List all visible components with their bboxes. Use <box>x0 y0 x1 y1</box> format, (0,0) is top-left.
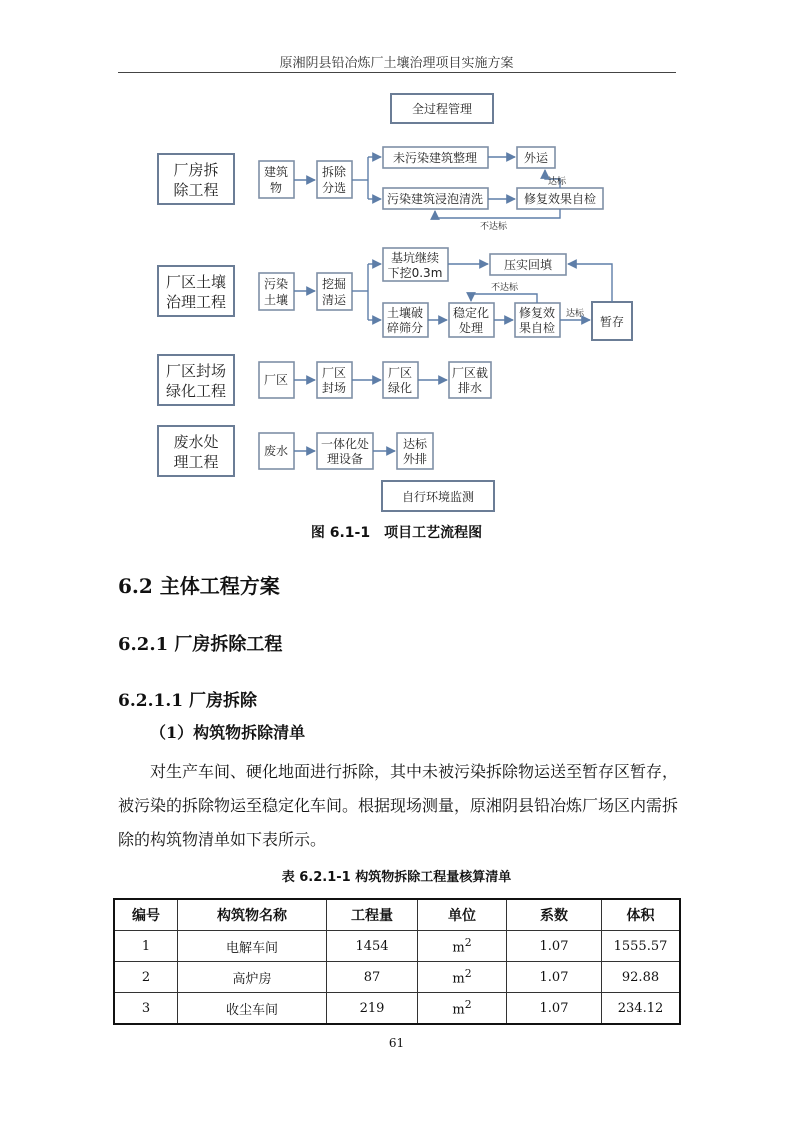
svg-text:修复效: 修复效 <box>518 306 556 320</box>
header-no: 编号 <box>114 899 178 931</box>
cell-name: 高炉房 <box>178 962 327 993</box>
node-crush-screen <box>383 303 428 337</box>
svg-text:达标: 达标 <box>402 437 428 451</box>
svg-text:拆除: 拆除 <box>321 165 347 179</box>
process-flowchart <box>0 0 793 515</box>
svg-text:排水: 排水 <box>457 381 483 395</box>
node-drainage <box>449 362 491 398</box>
svg-text:碎筛分: 碎筛分 <box>386 321 424 335</box>
node-contaminated-wash <box>383 188 488 209</box>
svg-text:厂区封场: 厂区封场 <box>165 362 227 380</box>
header-unit: 单位 <box>418 899 507 931</box>
header-volume: 体积 <box>602 899 681 931</box>
svg-text:全过程管理: 全过程管理 <box>411 102 473 116</box>
node-excavate-haul <box>317 273 352 310</box>
node-temporary-storage <box>592 302 632 340</box>
svg-text:修复效果自检: 修复效果自检 <box>523 192 597 206</box>
subsubsection-heading: 6.2.1.1 厂房拆除 <box>118 691 257 711</box>
page-number: 61 <box>388 1036 405 1050</box>
table-row <box>114 962 680 993</box>
cell-volume: 1555.57 <box>602 931 681 962</box>
node-plant-area <box>259 362 294 398</box>
page-header: 原湘阴县铅冶炼厂土壤治理项目实施方案 <box>279 56 514 71</box>
node-stabilization <box>449 303 494 337</box>
node-effect-selfcheck <box>515 303 560 337</box>
svg-text:除工程: 除工程 <box>173 181 219 199</box>
cell-quantity: 1454 <box>327 931 418 962</box>
list-heading: （1）构筑物拆除清单 <box>150 723 306 742</box>
svg-text:挖掘: 挖掘 <box>321 277 347 291</box>
svg-text:稳定化: 稳定化 <box>452 306 490 320</box>
node-backfill <box>490 254 566 275</box>
node-contaminated-soil <box>259 273 294 310</box>
row-title-plant-demolition <box>158 154 234 204</box>
svg-text:自行环境监测: 自行环境监测 <box>401 490 475 504</box>
cell-name: 收尘车间 <box>178 993 327 1025</box>
body-paragraph: 对生产车间、硬化地面进行拆除，其中未被污染拆除物运送至暂存区暂存，被污染的拆除物运至稳定化车间。根据现场测量，原湘阴县铅冶炼厂场区内需拆除的构筑物清单如下表所示。 <box>118 762 679 849</box>
svg-text:分选: 分选 <box>321 181 347 195</box>
svg-text:厂区: 厂区 <box>321 366 347 380</box>
cell-no: 2 <box>114 962 178 993</box>
svg-text:暂存: 暂存 <box>599 315 625 329</box>
demolition-quantity-table <box>113 898 681 1025</box>
cell-no: 3 <box>114 993 178 1025</box>
cell-coefficient: 1.07 <box>507 993 602 1025</box>
cell-quantity: 219 <box>327 993 418 1025</box>
node-transport-out <box>517 147 555 168</box>
cell-coefficient: 1.07 <box>507 962 602 993</box>
svg-text:清运: 清运 <box>321 293 347 307</box>
svg-text:治理工程: 治理工程 <box>165 293 227 311</box>
node-demolish-sort <box>317 161 352 198</box>
svg-text:土壤: 土壤 <box>263 293 289 307</box>
header-coefficient: 系数 <box>507 899 602 931</box>
node-uncontaminated-buildings <box>383 147 488 168</box>
svg-text:厂区截: 厂区截 <box>451 366 489 380</box>
cell-quantity: 87 <box>327 962 418 993</box>
svg-text:物: 物 <box>269 181 283 195</box>
svg-text:下挖0.3m: 下挖0.3m <box>387 266 443 280</box>
node-whole-process-management <box>391 94 493 123</box>
node-remediation-selfcheck <box>517 188 603 209</box>
cell-unit: $m^2$ <box>418 962 507 993</box>
svg-text:果自检: 果自检 <box>518 321 556 335</box>
cell-volume: 234.12 <box>602 993 681 1025</box>
node-wastewater <box>259 433 294 469</box>
svg-text:污染: 污染 <box>263 277 289 291</box>
svg-text:外运: 外运 <box>523 151 549 165</box>
svg-text:压实回填: 压实回填 <box>503 258 553 272</box>
node-site-greening <box>383 362 418 398</box>
svg-text:污染建筑浸泡清洗: 污染建筑浸泡清洗 <box>386 192 484 206</box>
svg-text:废水处: 废水处 <box>173 433 219 451</box>
label-pass: 达标 <box>548 177 567 187</box>
label-pass-2: 达标 <box>566 309 585 319</box>
row-title-soil-remediation <box>158 266 234 316</box>
section-heading: 6.2 主体工程方案 <box>118 574 280 598</box>
row-title-closure-greening <box>158 355 234 405</box>
svg-text:厂房拆: 厂房拆 <box>173 161 219 179</box>
node-environmental-monitoring <box>382 481 494 511</box>
table-caption: 表 6.2.1-1 构筑物拆除工程量核算清单 <box>281 870 512 885</box>
table-header-row <box>114 899 680 931</box>
cell-unit: $m^2$ <box>418 931 507 962</box>
node-building <box>259 161 294 198</box>
node-pit-dig <box>383 248 448 281</box>
label-fail: 不达标 <box>480 222 508 232</box>
node-discharge <box>397 433 433 469</box>
svg-text:厂区土壤: 厂区土壤 <box>165 273 227 291</box>
svg-text:厂区: 厂区 <box>387 366 413 380</box>
cell-name: 电解车间 <box>178 931 327 962</box>
header-quantity: 工程量 <box>327 899 418 931</box>
cell-no: 1 <box>114 931 178 962</box>
node-integrated-equipment <box>317 433 373 469</box>
header-name: 构筑物名称 <box>178 899 327 931</box>
svg-text:基坑继续: 基坑继续 <box>390 251 440 265</box>
table-row <box>114 993 680 1025</box>
svg-text:一体化处: 一体化处 <box>320 437 370 451</box>
cell-unit: $m^2$ <box>418 993 507 1025</box>
table-row <box>114 931 680 962</box>
svg-text:厂区: 厂区 <box>263 373 289 387</box>
cell-coefficient: 1.07 <box>507 931 602 962</box>
svg-text:未污染建筑整理: 未污染建筑整理 <box>392 151 478 165</box>
svg-text:封场: 封场 <box>321 381 347 395</box>
node-site-closure <box>317 362 352 398</box>
subsection-heading: 6.2.1 厂房拆除工程 <box>118 634 283 655</box>
svg-text:土壤破: 土壤破 <box>386 306 424 320</box>
row-title-wastewater <box>158 426 234 476</box>
cell-volume: 92.88 <box>602 962 681 993</box>
svg-text:废水: 废水 <box>263 444 289 458</box>
figure-caption: 图 6.1-1 项目工艺流程图 <box>310 525 483 541</box>
svg-text:理工程: 理工程 <box>173 453 219 471</box>
svg-text:外排: 外排 <box>402 452 428 466</box>
svg-text:处理: 处理 <box>458 321 484 335</box>
svg-text:理设备: 理设备 <box>326 452 364 466</box>
svg-text:建筑: 建筑 <box>263 165 289 179</box>
svg-text:绿化工程: 绿化工程 <box>165 382 227 400</box>
svg-text:绿化: 绿化 <box>387 381 413 395</box>
label-fail-2: 不达标 <box>491 283 519 293</box>
